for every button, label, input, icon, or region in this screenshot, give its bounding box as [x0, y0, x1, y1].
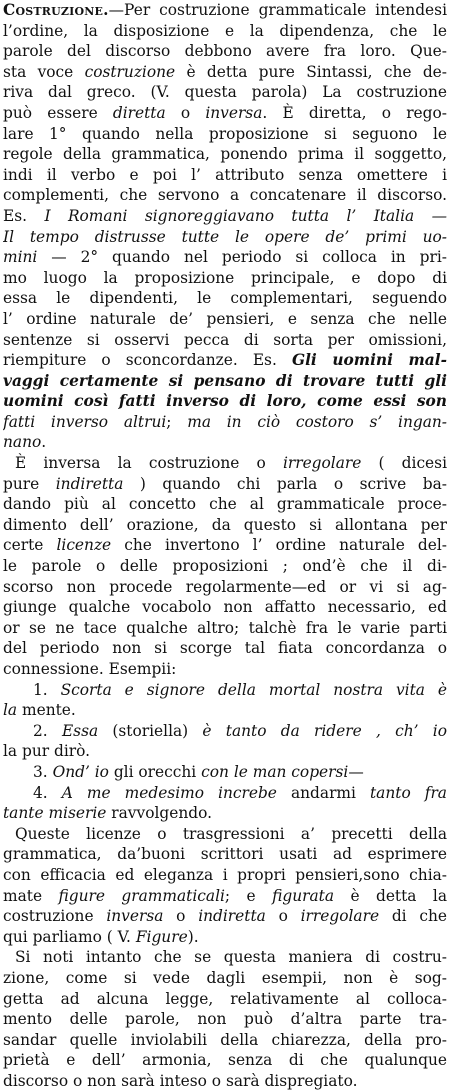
text-segment: sandar quelle inviolabili della chiarezza, della pro-: [3, 1030, 447, 1049]
text-segment: Es.: [3, 206, 45, 225]
text-line: [3, 577, 447, 598]
italic-text: con le man copersi: [201, 762, 349, 781]
text-segment: riempiture o sconcordanze. Es.: [3, 351, 292, 370]
text-line: [3, 556, 447, 577]
italic-text: indiretta: [55, 474, 124, 493]
text-line: [3, 906, 447, 927]
text-segment: Si noti intanto che se questa maniera di costru-: [15, 948, 447, 967]
italic-text: indiretta: [198, 907, 266, 926]
text-line: [3, 721, 447, 742]
text-line: [3, 103, 447, 124]
text-segment: Queste licenze o trasgressioni a’ precetti della: [15, 824, 447, 843]
text-segment: dimento dell’ orazione, da questo si allontana per: [3, 515, 447, 534]
text-line: [3, 432, 447, 453]
italic-text: nano: [3, 433, 42, 452]
text-segment: giunge qualche vocabolo non affatto necessario, ed: [3, 598, 447, 617]
text-line: [3, 391, 447, 412]
text-segment: essa le dipendenti, le complementari, seguendo: [3, 289, 447, 308]
text-segment: la pur dirò.: [3, 742, 91, 761]
text-segment: le parole o delle proposizioni ; ond’è che il di-: [3, 557, 447, 576]
text-line: [3, 185, 447, 206]
text-line: [3, 947, 447, 968]
text-line: [3, 783, 447, 804]
italic-text: inversa: [106, 907, 164, 926]
text-segment: ravvolgendo.: [106, 804, 212, 823]
text-line: [3, 1071, 447, 1091]
text-segment: getta ad alcuna legge, relativamente al colloca-: [3, 989, 447, 1008]
text-line: [3, 680, 447, 701]
text-segment: mate: [3, 886, 59, 905]
italic-text: è tanto da ridere , ch’ io: [202, 721, 447, 740]
italic-text: la: [3, 701, 18, 720]
text-segment: ; e: [224, 886, 273, 905]
text-segment: dando più al concetto che al grammaticale proce-: [3, 495, 447, 514]
text-segment: costruzione: [3, 907, 107, 926]
text-segment: ;: [166, 412, 188, 431]
text-line: [3, 1050, 447, 1071]
text-line: [3, 227, 447, 248]
text-line: [3, 700, 447, 721]
text-line: [3, 371, 447, 392]
text-line: [3, 62, 447, 83]
text-line: [3, 968, 447, 989]
text-segment: .: [41, 433, 47, 452]
text-segment: o: [165, 103, 206, 122]
text-segment: complementi, che servono a concatenare il discorso.: [3, 186, 447, 205]
italic-text: A me medesimo increbe: [61, 783, 277, 802]
text-line: [3, 82, 447, 103]
text-segment: può essere: [3, 103, 113, 122]
italic-text: mini: [3, 248, 38, 267]
text-line: [3, 350, 447, 371]
bold-italic-text: vaggi certamente si pensano di trovare tutti gli: [3, 371, 447, 390]
italic-text: Ond’ io: [52, 762, 109, 781]
italic-text: fatti inverso altrui: [3, 412, 167, 431]
entry-headword: Costruzione.: [3, 1, 109, 19]
text-segment: indi il verbo e poi l’ attributo senza omettere i: [3, 165, 447, 184]
text-segment: qui parliamo ( V.: [3, 927, 136, 946]
italic-text: ma in ciò costoro s’ ingan-: [187, 412, 447, 431]
text-segment: è detta pure Sintassi, che de-: [175, 62, 447, 81]
text-segment: —Per costruzione grammaticale intendesi: [108, 1, 447, 19]
text-segment: mente.: [17, 701, 76, 720]
text-segment: prietà e dell’ armonia, senza di che qualunque: [3, 1051, 447, 1070]
text-segment: di che: [379, 907, 447, 926]
text-segment: del periodo non si scorge tal fiata concordanza o: [3, 639, 447, 658]
text-line: [3, 0, 447, 21]
text-segment: con efficacia ed eleganza i propri pensieri,sono chia-: [3, 865, 447, 884]
italic-text: tante miserie: [3, 804, 107, 823]
text-segment: riva dal greco. (V. questa parola) La costruzione: [3, 83, 447, 102]
text-segment: o: [265, 907, 301, 926]
text-line: [3, 535, 447, 556]
text-segment: è detta la: [334, 886, 447, 905]
text-line: [3, 453, 447, 474]
text-line: [3, 206, 447, 227]
text-line: [3, 515, 447, 536]
italic-text: irregolare: [282, 454, 362, 473]
text-line: [3, 803, 447, 824]
text-segment: l’ ordine naturale de’ pensieri, e senza che nelle: [3, 309, 447, 328]
text-line: [3, 1009, 447, 1030]
italic-text: I Romani signoreggiavano tutta l’ Italia —: [44, 206, 447, 225]
text-segment: mo luogo la proposizione principale, e dopo di: [3, 268, 447, 287]
text-segment: che invertono l’ ordine naturale del-: [111, 536, 447, 555]
text-segment: certe: [3, 536, 57, 555]
text-line: [3, 741, 447, 762]
italic-text: Figure: [135, 927, 188, 946]
text-segment: grammatica, da’buoni scrittori usati ad esprimere: [3, 845, 447, 864]
italic-text: figure grammaticali: [58, 886, 225, 905]
text-segment: lare 1° quando nella proposizione si seguono le: [3, 124, 447, 143]
dictionary-entry-costruzione: [3, 0, 447, 1091]
text-segment: 1.: [33, 680, 61, 699]
italic-text: licenze: [56, 536, 112, 555]
text-segment: connessione. Esempii:: [3, 660, 177, 678]
bold-italic-text: Gli uomini mal-: [291, 351, 447, 370]
text-line: [3, 144, 447, 165]
text-line: [3, 268, 447, 289]
text-segment: —: [348, 762, 364, 781]
text-segment: È inversa la costruzione o: [15, 454, 283, 473]
text-line: [3, 638, 447, 659]
text-line: [3, 474, 447, 495]
text-segment: 3.: [33, 762, 53, 781]
text-segment: ( dicesi: [361, 454, 447, 473]
text-line: [3, 309, 447, 330]
text-line: [3, 844, 447, 865]
text-segment: — 2° quando nel periodo si colloca in pri-: [37, 248, 447, 267]
text-line: [3, 247, 447, 268]
text-line: [3, 989, 447, 1010]
text-line: [3, 865, 447, 886]
text-segment: l’ordine, la disposizione e la dipendenza, che le: [3, 21, 447, 40]
text-segment: or se ne tace qualche altro; talchè fra le varie parti: [3, 618, 447, 637]
text-line: [3, 1030, 447, 1051]
italic-text: Scorta e signore della mortal nostra vita è: [60, 680, 447, 699]
text-segment: andarmi: [276, 783, 370, 802]
italic-text: tanto fra: [369, 783, 447, 802]
text-line: [3, 824, 447, 845]
italic-text: irregolare: [300, 907, 380, 926]
text-line: [3, 330, 447, 351]
text-segment: pure: [3, 474, 56, 493]
bold-italic-text: uomini così fatti inverso di loro, come essi son: [3, 392, 447, 411]
text-line: [3, 41, 447, 62]
text-line: [3, 412, 447, 433]
italic-text: inversa: [205, 103, 263, 122]
text-segment: discorso o non sarà inteso o sarà dispregiato.: [3, 1071, 358, 1090]
text-line: [3, 886, 447, 907]
text-segment: sta voce: [3, 62, 85, 81]
text-segment: (storiella): [98, 721, 203, 740]
italic-text: costruzione: [84, 62, 176, 81]
text-segment: gli orecchi: [108, 762, 202, 781]
text-segment: 2.: [33, 721, 62, 740]
italic-text: Essa: [61, 721, 99, 740]
text-segment: sentenze si osservi pecca di sorta per omissioni,: [3, 330, 447, 349]
text-segment: ) quando chi parla o scrive ba-: [123, 474, 447, 493]
text-line: [3, 597, 447, 618]
text-segment: o: [163, 907, 199, 926]
text-segment: regole della grammatica, ponendo prima il soggetto,: [3, 145, 447, 164]
text-line: [3, 288, 447, 309]
text-line: [3, 494, 447, 515]
text-segment: . È diretta, o rego-: [262, 103, 447, 122]
italic-text: figurata: [272, 886, 335, 905]
text-segment: parole del discorso debbono avere fra loro. Que-: [3, 42, 447, 61]
text-segment: zione, come si vede dagli esempii, non è sog-: [3, 968, 447, 987]
text-line: [3, 618, 447, 639]
text-line: [3, 762, 447, 783]
text-line: [3, 927, 447, 948]
italic-text: Il tempo distrusse tutte le opere de’ primi uo-: [3, 227, 447, 246]
text-segment: ).: [187, 927, 199, 946]
text-segment: scorso non procede regolarmente—ed or vi si ag-: [3, 577, 447, 596]
text-line: [3, 165, 447, 186]
text-segment: mento delle parole, non può d’altra parte tra-: [3, 1010, 447, 1029]
text-line: [3, 21, 447, 42]
text-line: [3, 124, 447, 145]
text-line: [3, 659, 447, 680]
italic-text: diretta: [112, 103, 166, 122]
text-segment: 4.: [33, 783, 62, 802]
